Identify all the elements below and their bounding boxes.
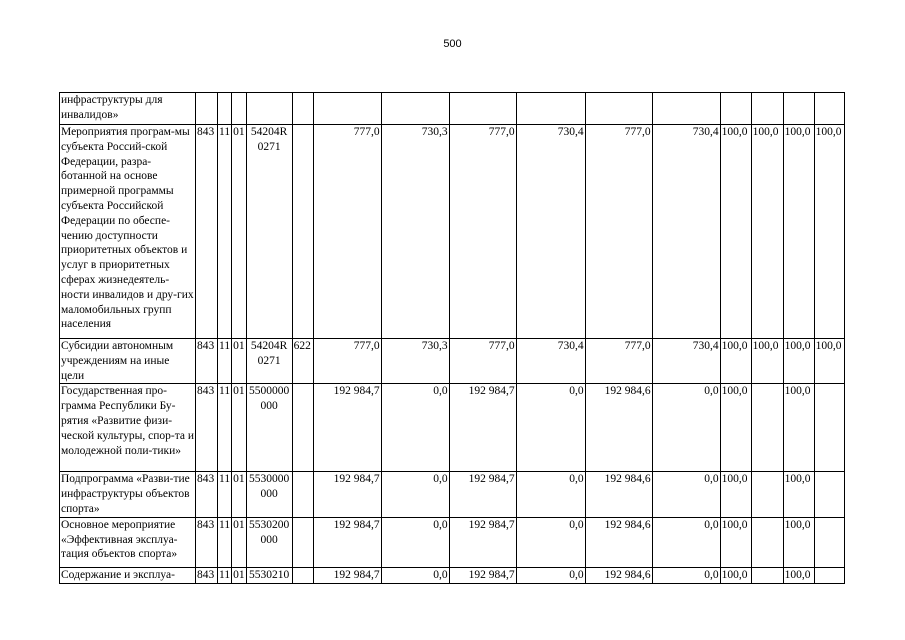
- gr-code: 843: [196, 339, 218, 384]
- expense-type-code: [292, 125, 313, 339]
- rz-code: 11: [218, 567, 232, 583]
- value-3: 777,0: [449, 339, 516, 384]
- percent-4: [814, 567, 844, 583]
- row-name: Мероприятия програм-мы субъекта Россий-ской Федерации, разра-ботанной на основе примерной программы субъекта Российской Федерации по обеспе-чению доступности приоритетных объектов и услуг в приоритетных сферах жизнедеятель-ности инвалидов и дру-гих маломобильных групп населения: [60, 125, 196, 339]
- value-1: 777,0: [313, 339, 381, 384]
- rz-code: 11: [218, 472, 232, 517]
- table-row: [60, 384, 845, 472]
- value-6: 730,4: [652, 125, 720, 339]
- percent-2: [751, 472, 783, 517]
- target-article-code: 5530210: [246, 567, 292, 583]
- percent-1: 100,0: [720, 567, 751, 583]
- pr-code: 01: [232, 472, 247, 517]
- value-5: 192 984,6: [585, 567, 652, 583]
- value-5: [585, 93, 652, 125]
- value-6: 730,4: [652, 339, 720, 384]
- rz-code: 11: [218, 125, 232, 339]
- value-4: 0,0: [516, 567, 585, 583]
- gr-code: 843: [196, 517, 218, 567]
- table-row: [60, 567, 845, 583]
- value-6: 0,0: [652, 567, 720, 583]
- value-2: [381, 93, 449, 125]
- value-6: 0,0: [652, 384, 720, 472]
- expense-type-code: 622: [292, 339, 313, 384]
- percent-1: 100,0: [720, 472, 751, 517]
- percent-2: [751, 384, 783, 472]
- percent-1: 100,0: [720, 125, 751, 339]
- row-name: Основное мероприятие «Эффективная эксплуа-тация объектов спорта»: [60, 517, 196, 567]
- budget-table: [59, 92, 845, 584]
- value-1: 777,0: [313, 125, 381, 339]
- page-number: 500: [443, 38, 462, 50]
- value-2: 0,0: [381, 567, 449, 583]
- percent-2: [751, 517, 783, 567]
- percent-4: 100,0: [814, 125, 844, 339]
- value-5: 192 984,6: [585, 384, 652, 472]
- percent-2: 100,0: [751, 125, 783, 339]
- gr-code: [196, 93, 218, 125]
- gr-code: 843: [196, 125, 218, 339]
- value-5: 777,0: [585, 125, 652, 339]
- value-6: [652, 93, 720, 125]
- rz-code: [218, 93, 232, 125]
- target-article-code: 5500000 000: [246, 384, 292, 472]
- row-name: Государственная про-грамма Республики Бу-рятия «Развитие физи-ческой культуры, спор-та и молодежной поли-тики»: [60, 384, 196, 472]
- pr-code: 01: [232, 125, 247, 339]
- expense-type-code: [292, 384, 313, 472]
- value-3: 777,0: [449, 125, 516, 339]
- value-3: 192 984,7: [449, 472, 516, 517]
- percent-3: 100,0: [783, 517, 814, 567]
- table-row: [60, 339, 845, 384]
- percent-1: 100,0: [720, 517, 751, 567]
- percent-4: [814, 93, 844, 125]
- percent-3: [783, 93, 814, 125]
- percent-2: [751, 93, 783, 125]
- value-5: 192 984,6: [585, 472, 652, 517]
- row-name: Подпрограмма «Разви-тие инфраструктуры объектов спорта»: [60, 472, 196, 517]
- gr-code: 843: [196, 472, 218, 517]
- row-name: инфраструктуры для инвалидов»: [60, 93, 196, 125]
- value-2: 730,3: [381, 125, 449, 339]
- pr-code: 01: [232, 339, 247, 384]
- percent-4: [814, 472, 844, 517]
- percent-2: [751, 567, 783, 583]
- value-3: 192 984,7: [449, 517, 516, 567]
- expense-type-code: [292, 472, 313, 517]
- value-1: 192 984,7: [313, 472, 381, 517]
- value-2: 0,0: [381, 517, 449, 567]
- value-1: 192 984,7: [313, 517, 381, 567]
- percent-3: 100,0: [783, 125, 814, 339]
- value-2: 0,0: [381, 472, 449, 517]
- pr-code: 01: [232, 567, 247, 583]
- target-article-code: [246, 93, 292, 125]
- table-row: [60, 472, 845, 517]
- value-4: 0,0: [516, 517, 585, 567]
- value-4: 730,4: [516, 339, 585, 384]
- value-5: 192 984,6: [585, 517, 652, 567]
- target-article-code: 5530000 000: [246, 472, 292, 517]
- value-1: 192 984,7: [313, 567, 381, 583]
- value-4: 0,0: [516, 472, 585, 517]
- value-4: [516, 93, 585, 125]
- pr-code: [232, 93, 247, 125]
- percent-3: 100,0: [783, 384, 814, 472]
- value-3: [449, 93, 516, 125]
- pr-code: 01: [232, 517, 247, 567]
- value-6: 0,0: [652, 472, 720, 517]
- percent-3: 100,0: [783, 567, 814, 583]
- value-4: 730,4: [516, 125, 585, 339]
- value-5: 777,0: [585, 339, 652, 384]
- value-6: 0,0: [652, 517, 720, 567]
- pr-code: 01: [232, 384, 247, 472]
- gr-code: 843: [196, 567, 218, 583]
- value-2: 730,3: [381, 339, 449, 384]
- rz-code: 11: [218, 384, 232, 472]
- value-1: [313, 93, 381, 125]
- row-name: Субсидии автономным учреждениям на иные цели: [60, 339, 196, 384]
- value-1: 192 984,7: [313, 384, 381, 472]
- target-article-code: 54204R 0271: [246, 339, 292, 384]
- row-name: Содержание и эксплуа-: [60, 567, 196, 583]
- percent-1: 100,0: [720, 384, 751, 472]
- value-3: 192 984,7: [449, 384, 516, 472]
- value-2: 0,0: [381, 384, 449, 472]
- target-article-code: 54204R 0271: [246, 125, 292, 339]
- rz-code: 11: [218, 517, 232, 567]
- percent-4: 100,0: [814, 339, 844, 384]
- expense-type-code: [292, 93, 313, 125]
- percent-4: [814, 384, 844, 472]
- percent-2: 100,0: [751, 339, 783, 384]
- value-4: 0,0: [516, 384, 585, 472]
- percent-1: 100,0: [720, 339, 751, 384]
- expense-type-code: [292, 517, 313, 567]
- percent-3: 100,0: [783, 339, 814, 384]
- table-row: [60, 517, 845, 567]
- rz-code: 11: [218, 339, 232, 384]
- expense-type-code: [292, 567, 313, 583]
- percent-1: [720, 93, 751, 125]
- percent-4: [814, 517, 844, 567]
- percent-3: 100,0: [783, 472, 814, 517]
- table-row: [60, 93, 845, 125]
- table-row: [60, 125, 845, 339]
- gr-code: 843: [196, 384, 218, 472]
- value-3: 192 984,7: [449, 567, 516, 583]
- target-article-code: 5530200 000: [246, 517, 292, 567]
